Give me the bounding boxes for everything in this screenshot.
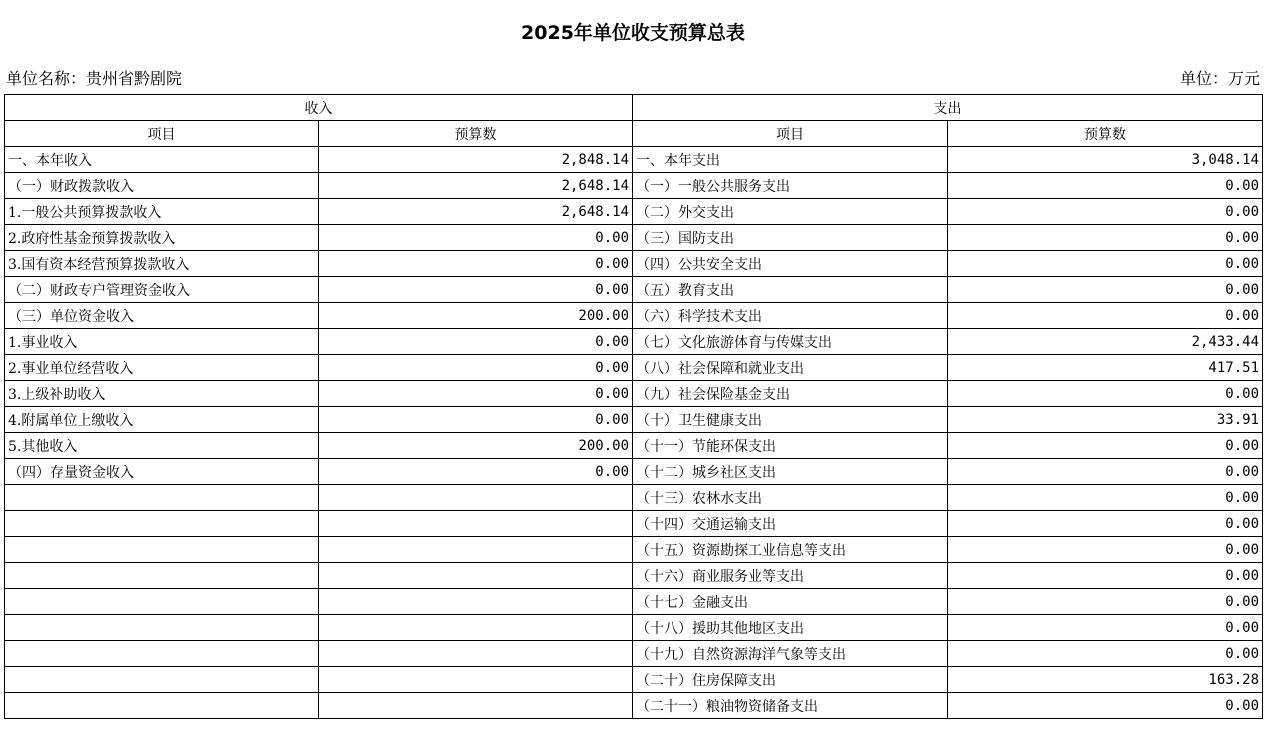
expense-item-cell: （八）社会保障和就业支出: [633, 355, 948, 381]
expense-item-cell: （十）卫生健康支出: [633, 407, 948, 433]
table-row: [5, 563, 1263, 589]
income-value-cell: 200.00: [319, 433, 633, 459]
income-item-cell: 3.国有资本经营预算拨款收入: [5, 251, 319, 277]
income-value-cell: [319, 563, 633, 589]
table-row: [5, 667, 1263, 693]
expense-value-cell: 0.00: [948, 173, 1263, 199]
income-item-cell: [5, 511, 319, 537]
table-row: [5, 485, 1263, 511]
income-item-cell: [5, 615, 319, 641]
expense-value-cell: 0.00: [948, 277, 1263, 303]
table-row: [5, 199, 1263, 225]
income-item-cell: 2.事业单位经营收入: [5, 355, 319, 381]
income-item-cell: 5.其他收入: [5, 433, 319, 459]
income-value-cell: [319, 641, 633, 667]
expense-value-cell: 0.00: [948, 199, 1263, 225]
expense-value-cell: 0.00: [948, 251, 1263, 277]
expense-item-cell: （十三）农林水支出: [633, 485, 948, 511]
income-item-cell: 一、本年收入: [5, 147, 319, 173]
table-row: [5, 511, 1263, 537]
income-value-cell: [319, 667, 633, 693]
expense-item-cell: （九）社会保险基金支出: [633, 381, 948, 407]
table-row: [5, 537, 1263, 563]
expense-value-cell: 33.91: [948, 407, 1263, 433]
expense-value-cell: 417.51: [948, 355, 1263, 381]
expense-item-cell: 一、本年支出: [633, 147, 948, 173]
expense-item-cell: （十五）资源勘探工业信息等支出: [633, 537, 948, 563]
income-value-cell: [319, 615, 633, 641]
income-item-cell: 1.事业收入: [5, 329, 319, 355]
income-budget-header: 预算数: [319, 121, 633, 147]
income-value-cell: 0.00: [319, 459, 633, 485]
expense-budget-header: 预算数: [948, 121, 1263, 147]
expense-value-cell: 0.00: [948, 459, 1263, 485]
income-value-cell: 0.00: [319, 277, 633, 303]
unit-name: 单位名称：贵州省黔剧院: [6, 69, 183, 88]
expense-value-cell: 163.28: [948, 667, 1263, 693]
header-row-group: [5, 95, 1263, 121]
income-value-cell: 0.00: [319, 225, 633, 251]
income-item-cell: 2.政府性基金预算拨款收入: [5, 225, 319, 251]
expense-value-cell: 3,048.14: [948, 147, 1263, 173]
expense-item-cell: （七）文化旅游体育与传媒支出: [633, 329, 948, 355]
income-item-cell: [5, 485, 319, 511]
income-value-cell: 2,648.14: [319, 173, 633, 199]
income-value-cell: 0.00: [319, 355, 633, 381]
table-row: [5, 355, 1263, 381]
table-row: [5, 693, 1263, 719]
table-body: [5, 147, 1263, 719]
income-value-cell: [319, 589, 633, 615]
table-row: [5, 459, 1263, 485]
income-item-header: 项目: [5, 121, 319, 147]
table-row: [5, 277, 1263, 303]
table-row: [5, 225, 1263, 251]
table-row: [5, 303, 1263, 329]
expense-header: 支出: [633, 95, 1263, 121]
expense-item-cell: （二）外交支出: [633, 199, 948, 225]
income-header: 收入: [5, 95, 633, 121]
income-value-cell: [319, 485, 633, 511]
income-value-cell: [319, 693, 633, 719]
income-item-cell: （一）财政拨款收入: [5, 173, 319, 199]
expense-item-cell: （六）科学技术支出: [633, 303, 948, 329]
expense-item-cell: （十六）商业服务业等支出: [633, 563, 948, 589]
table-row: [5, 381, 1263, 407]
expense-value-cell: 2,433.44: [948, 329, 1263, 355]
budget-table: [4, 94, 1263, 719]
income-value-cell: [319, 537, 633, 563]
expense-item-cell: （三）国防支出: [633, 225, 948, 251]
expense-item-cell: （二十一）粮油物资储备支出: [633, 693, 948, 719]
table-row: [5, 173, 1263, 199]
expense-value-cell: 0.00: [948, 589, 1263, 615]
expense-value-cell: 0.00: [948, 225, 1263, 251]
income-item-cell: [5, 589, 319, 615]
table-row: [5, 329, 1263, 355]
income-item-cell: 1.一般公共预算拨款收入: [5, 199, 319, 225]
expense-item-cell: （二十）住房保障支出: [633, 667, 948, 693]
expense-item-cell: （十八）援助其他地区支出: [633, 615, 948, 641]
income-value-cell: [319, 511, 633, 537]
expense-item-cell: （四）公共安全支出: [633, 251, 948, 277]
expense-item-cell: （一）一般公共服务支出: [633, 173, 948, 199]
table-row: [5, 147, 1263, 173]
expense-item-cell: （十四）交通运输支出: [633, 511, 948, 537]
table-row: [5, 251, 1263, 277]
expense-value-cell: 0.00: [948, 433, 1263, 459]
income-item-cell: [5, 641, 319, 667]
expense-value-cell: 0.00: [948, 303, 1263, 329]
income-item-cell: [5, 563, 319, 589]
income-item-cell: （四）存量资金收入: [5, 459, 319, 485]
expense-value-cell: 0.00: [948, 537, 1263, 563]
income-value-cell: 2,848.14: [319, 147, 633, 173]
table-row: [5, 433, 1263, 459]
page-title: 2025年单位收支预算总表: [521, 22, 745, 44]
income-item-cell: [5, 693, 319, 719]
header-row-columns: [5, 121, 1263, 147]
income-item-cell: 3.上级补助收入: [5, 381, 319, 407]
expense-item-cell: （十九）自然资源海洋气象等支出: [633, 641, 948, 667]
income-value-cell: 2,648.14: [319, 199, 633, 225]
expense-item-cell: （十一）节能环保支出: [633, 433, 948, 459]
expense-value-cell: 0.00: [948, 511, 1263, 537]
expense-value-cell: 0.00: [948, 615, 1263, 641]
table-row: [5, 641, 1263, 667]
income-value-cell: 0.00: [319, 407, 633, 433]
expense-item-cell: （十七）金融支出: [633, 589, 948, 615]
income-item-cell: 4.附属单位上缴收入: [5, 407, 319, 433]
table-row: [5, 615, 1263, 641]
income-value-cell: 0.00: [319, 329, 633, 355]
income-item-cell: （三）单位资金收入: [5, 303, 319, 329]
expense-value-cell: 0.00: [948, 563, 1263, 589]
expense-item-cell: （五）教育支出: [633, 277, 948, 303]
income-value-cell: 200.00: [319, 303, 633, 329]
expense-item-cell: （十二）城乡社区支出: [633, 459, 948, 485]
income-value-cell: 0.00: [319, 381, 633, 407]
unit-label: 单位：万元: [1179, 69, 1260, 88]
expense-value-cell: 0.00: [948, 381, 1263, 407]
table-row: [5, 589, 1263, 615]
income-value-cell: 0.00: [319, 251, 633, 277]
table-row: [5, 407, 1263, 433]
income-item-cell: [5, 537, 319, 563]
income-item-cell: （二）财政专户管理资金收入: [5, 277, 319, 303]
expense-value-cell: 0.00: [948, 693, 1263, 719]
income-item-cell: [5, 667, 319, 693]
expense-value-cell: 0.00: [948, 641, 1263, 667]
expense-value-cell: 0.00: [948, 485, 1263, 511]
expense-item-header: 项目: [633, 121, 948, 147]
